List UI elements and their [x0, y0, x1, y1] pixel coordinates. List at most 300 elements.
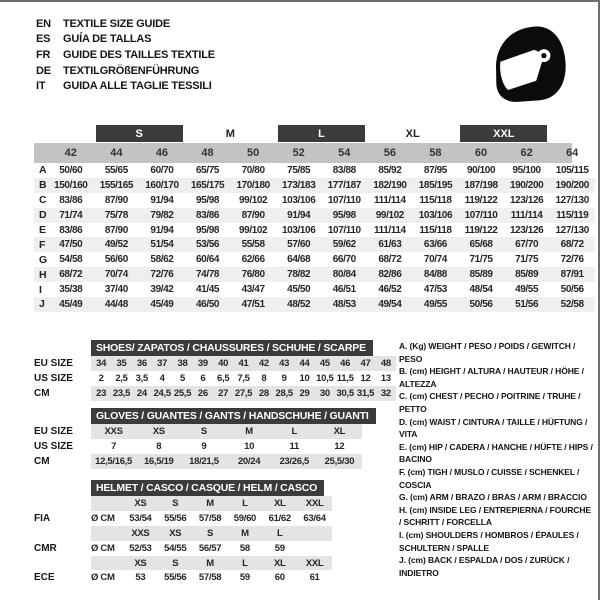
size-value-cell: 185/195 — [418, 179, 453, 191]
size-value-cell: 107/110 — [327, 194, 361, 206]
size-value-cell: 52/53 — [129, 542, 152, 554]
size-value-cell: 50/56 — [469, 298, 493, 310]
size-value-cell: 40 — [218, 358, 229, 369]
size-column-header: L — [276, 527, 283, 539]
size-value-cell: 3,5 — [135, 373, 148, 384]
size-value-cell: 150/160 — [54, 179, 88, 191]
size-value-cell: XXS — [104, 426, 123, 437]
size-value-cell: 55/56 — [164, 572, 187, 584]
size-value-cell: 46 — [340, 358, 351, 369]
size-value-cell: 23,5 — [112, 388, 131, 399]
size-value-cell: 48/53 — [332, 298, 356, 310]
row-label: C — [39, 194, 47, 207]
table-row — [34, 386, 396, 401]
size-value-cell: 38 — [177, 358, 188, 369]
size-value-cell: 59 — [239, 572, 250, 584]
row-cells — [91, 371, 396, 386]
helmet-size-row — [34, 526, 332, 541]
size-value-cell: 34 — [96, 358, 107, 369]
table-row — [34, 178, 595, 193]
unit-spacer — [91, 556, 123, 571]
size-value-cell: 28,5 — [275, 388, 293, 399]
size-value-cell: 75/78 — [104, 209, 128, 221]
size-column-header: 60 — [474, 147, 488, 159]
size-value-cell: 46/51 — [332, 284, 356, 296]
table-row — [34, 193, 595, 208]
size-value-cell: 28 — [258, 388, 269, 399]
row-label: G — [39, 253, 48, 266]
size-value-cell: 95/100 — [512, 164, 541, 176]
size-column-header: S — [207, 527, 214, 539]
size-column-header: 48 — [201, 147, 214, 159]
size-value-cell: 46/50 — [196, 298, 220, 310]
size-value-cell: 35/38 — [59, 284, 83, 296]
size-value-cell: 83/86 — [59, 194, 83, 206]
row-label: CM — [34, 456, 50, 467]
size-column-header: S — [172, 557, 179, 569]
table-row — [34, 252, 595, 267]
size-value-cell: 115/119 — [556, 209, 589, 221]
size-value-cell: 119/122 — [464, 194, 498, 206]
helmet-table-title: HELMET / CASCO / CASQUE / HELM / CASCO — [91, 480, 324, 496]
size-value-cell: 45 — [319, 358, 330, 369]
language-title: GUIDE DES TAILLES TEXTILE — [63, 48, 215, 61]
size-group-cell: M — [225, 127, 235, 140]
size-value-cell: 58 — [239, 542, 250, 554]
size-value-cell: 44 — [299, 358, 310, 369]
size-value-cell: 95/98 — [196, 224, 220, 236]
size-value-cell: 2 — [98, 373, 104, 384]
row-cells — [91, 556, 332, 571]
size-value-cell: 45/49 — [150, 298, 174, 310]
size-value-cell: 6 — [200, 373, 206, 384]
row-label: A — [39, 164, 47, 177]
size-value-cell: 41/45 — [196, 284, 220, 296]
size-value-cell: 70/80 — [241, 164, 265, 176]
size-value-cell: 8 — [156, 441, 162, 452]
size-value-cell: 24,5 — [153, 388, 171, 399]
size-column-header: L — [242, 557, 248, 569]
size-column-header: 62 — [520, 147, 533, 159]
numeric-size-row — [34, 143, 595, 163]
size-group-cell: S — [96, 125, 183, 142]
size-column-header — [297, 526, 332, 541]
size-value-cell: 123/126 — [509, 224, 544, 236]
size-value-cell: 2,5 — [115, 373, 128, 384]
size-value-cell: 54/55 — [164, 542, 187, 554]
language-code: EN — [36, 17, 51, 30]
gloves-table — [34, 406, 369, 469]
size-column-header: XXS — [131, 527, 150, 539]
size-value-cell: 16,5/19 — [143, 456, 174, 467]
size-value-cell: 65/75 — [196, 164, 220, 176]
size-value-cell: 18/21,5 — [189, 456, 219, 467]
row-label: I — [39, 283, 42, 296]
size-value-cell: 173/183 — [282, 179, 316, 191]
size-value-cell: 68/72 — [378, 254, 402, 266]
language-row — [36, 47, 215, 63]
size-value-cell: XS — [152, 426, 165, 437]
helmet-value-row — [34, 511, 332, 526]
size-value-cell: 12,5/16,5 — [95, 456, 133, 467]
size-column-header: 52 — [292, 147, 305, 159]
unit-spacer — [91, 496, 123, 511]
size-value-cell: 84/88 — [423, 269, 447, 281]
standard-label: ECE — [34, 572, 55, 584]
size-value-cell: 95/98 — [332, 209, 356, 221]
size-value-cell: 87/90 — [104, 194, 128, 206]
size-value-cell: 26 — [197, 388, 208, 399]
size-value-cell: 25,5/30 — [324, 456, 355, 467]
size-value-cell: 82/86 — [378, 269, 402, 281]
row-label: EU SIZE — [34, 358, 73, 369]
size-value-cell: 79/82 — [150, 209, 174, 221]
size-value-cell: L — [291, 426, 297, 437]
row-cells — [91, 496, 332, 511]
size-value-cell: 87/91 — [560, 269, 584, 281]
standard-label: FIA — [34, 512, 51, 524]
size-value-cell: 50/60 — [59, 164, 83, 176]
size-value-cell: 60/70 — [150, 164, 174, 176]
helmet-size-row — [34, 496, 332, 511]
size-value-cell: 115/118 — [419, 194, 452, 206]
size-value-cell: 68/72 — [59, 269, 83, 281]
size-value-cell: 37/40 — [104, 284, 128, 296]
row-cells — [91, 526, 332, 541]
size-value-cell: 187/198 — [464, 179, 498, 191]
row-cells — [91, 386, 396, 401]
row-label: US SIZE — [34, 373, 73, 384]
table-row — [34, 282, 595, 297]
size-value-cell: 10,5 — [316, 373, 334, 384]
size-value-cell: 85/89 — [469, 269, 493, 281]
size-value-cell: 83/86 — [59, 224, 83, 236]
size-value-cell: 111/114 — [374, 194, 406, 206]
size-column-header: 64 — [566, 147, 579, 159]
row-cells — [91, 541, 332, 556]
size-column-header: 56 — [383, 147, 396, 159]
size-value-cell: 119/122 — [464, 224, 498, 236]
size-value-cell: 61/62 — [268, 512, 291, 524]
size-value-cell: 71/74 — [59, 209, 83, 221]
size-value-cell: 57/58 — [198, 572, 222, 584]
size-value-cell: 99/102 — [239, 194, 268, 206]
table-row — [34, 371, 396, 386]
size-value-cell: 30 — [319, 388, 330, 399]
size-value-cell: 67/70 — [515, 239, 539, 251]
size-value-cell: 37 — [157, 358, 168, 369]
size-value-cell: 44/48 — [104, 298, 128, 310]
table-row — [34, 237, 595, 252]
helmet-size-row — [34, 556, 332, 571]
row-cells — [91, 454, 362, 469]
table-row — [34, 223, 595, 238]
size-value-cell: 68/72 — [560, 239, 584, 251]
size-value-cell: 55/56 — [164, 512, 187, 524]
size-value-cell: 56/60 — [104, 254, 128, 266]
size-value-cell: 83/86 — [196, 209, 220, 221]
size-value-cell: 155/165 — [99, 179, 134, 191]
language-list — [36, 16, 215, 94]
size-column-header: L — [242, 497, 248, 509]
size-value-cell: 9 — [201, 441, 207, 452]
row-label: CM — [34, 388, 50, 399]
row-label: US SIZE — [34, 441, 73, 452]
language-title: TEXTILE SIZE GUIDE — [63, 17, 171, 30]
standard-label: CMR — [34, 542, 57, 554]
legend-item: B. (cm) HEIGHT / ALTURA / HAUTEUR / HÖHE / ALTEZZA — [399, 366, 584, 389]
size-column-header: 44 — [110, 147, 123, 159]
size-value-cell: 7 — [111, 441, 117, 452]
size-value-cell: 72/76 — [560, 254, 584, 266]
legend-item: H. (cm) INSIDE LEG / ENTREPIERNA / FOURCHE / SCHRITT / FORCELLA — [399, 504, 591, 528]
shoes-table-title: SHOES/ ZAPATOS / CHAUSSURES / SCHUHE / SCARPE — [91, 340, 373, 356]
size-column-header: XL — [273, 557, 286, 569]
size-value-cell: 76/80 — [241, 269, 265, 281]
size-value-cell: 24 — [136, 388, 147, 399]
size-value-cell: 103/106 — [418, 209, 453, 221]
size-value-cell: 52/58 — [560, 298, 584, 310]
size-value-cell: 12 — [334, 441, 345, 452]
size-column-header: 54 — [338, 147, 351, 159]
size-value-cell: 99/102 — [375, 209, 404, 221]
row-label: EU SIZE — [34, 426, 73, 437]
size-value-cell: 99/102 — [239, 224, 268, 236]
size-value-cell: 49/55 — [423, 298, 447, 310]
size-value-cell: 60 — [274, 572, 285, 584]
size-value-cell: 127/130 — [555, 194, 589, 206]
table-row — [34, 163, 595, 178]
row-label — [34, 556, 91, 571]
language-row — [36, 16, 215, 32]
size-value-cell: 57/58 — [198, 512, 222, 524]
size-value-cell: 36 — [136, 358, 147, 369]
size-value-cell: 56/57 — [198, 542, 222, 554]
size-value-cell: 182/190 — [373, 179, 407, 191]
language-title: GUIDA ALLE TAGLIE TESSILI — [63, 80, 212, 93]
size-value-cell: S — [200, 426, 207, 437]
helmet-value-row — [34, 570, 332, 585]
size-value-cell: 23/26,5 — [279, 456, 310, 467]
size-value-cell: 107/110 — [327, 224, 361, 236]
size-value-cell: 39/42 — [150, 284, 174, 296]
legend-item: E. (cm) HIP / CADERA / HANCHE / HÜFTE / HIPS / BACINO — [399, 441, 593, 465]
size-value-cell: 49/54 — [378, 298, 402, 310]
helmet-table — [34, 478, 332, 585]
size-value-cell: 47/51 — [241, 298, 265, 310]
language-row — [36, 32, 215, 48]
size-value-cell: 80/84 — [332, 269, 356, 281]
size-column-header: S — [172, 497, 179, 509]
legend-item: C. (cm) CHEST / PECHO / POITRINE / TRUHE / PETTO — [399, 391, 581, 414]
size-value-cell: 27 — [218, 388, 229, 399]
size-value-cell: 48 — [380, 358, 391, 369]
size-value-cell: 13 — [380, 373, 391, 384]
legend-item: I. (cm) SHOULDERS / HOMBROS / ÉPAULES / SCHULTERN / SPALLE — [399, 529, 579, 553]
size-value-cell: 85/89 — [515, 269, 539, 281]
size-value-cell: 51/54 — [150, 239, 174, 251]
size-value-cell: 48/54 — [469, 284, 493, 296]
size-column-header: XS — [169, 527, 182, 539]
size-value-cell: 51/56 — [515, 298, 539, 310]
measurement-legend — [399, 340, 595, 579]
row-label: D — [39, 209, 47, 222]
size-value-cell: 70/74 — [104, 269, 128, 281]
numeric-row-spacer — [34, 143, 48, 163]
size-value-cell: 90/100 — [466, 164, 496, 176]
size-value-cell: 39 — [197, 358, 208, 369]
size-value-cell: 190/200 — [555, 179, 589, 191]
size-value-cell: 177/187 — [327, 179, 361, 191]
size-value-cell: 43 — [279, 358, 290, 369]
gloves-table-title: GLOVES / GUANTES / GANTS / HANDSCHUHE / GUANTI — [91, 408, 376, 424]
row-cells — [91, 356, 396, 371]
size-value-cell: 103/106 — [282, 224, 316, 236]
size-value-cell: 30,5 — [336, 388, 354, 399]
size-value-cell: M — [245, 426, 253, 437]
size-value-cell: 49/52 — [104, 239, 128, 251]
size-value-cell: 66/70 — [332, 254, 356, 266]
size-value-cell: 70/74 — [423, 254, 447, 266]
size-value-cell: 31,5 — [356, 388, 375, 399]
size-column-header: XL — [273, 497, 286, 509]
language-title: GUÍA DE TALLAS — [63, 33, 152, 46]
size-value-cell: 123/126 — [509, 194, 544, 206]
row-label: E — [39, 224, 47, 236]
size-value-cell: 25,5 — [173, 388, 192, 399]
size-value-cell: 61 — [309, 572, 320, 584]
size-column-header: XXL — [305, 557, 324, 569]
row-label: H — [39, 268, 47, 281]
legend-item: J. (cm) BACK / ESPALDA / DOS / ZURÜCK / INDIETRO — [399, 555, 570, 578]
table-row — [34, 424, 362, 439]
row-label: F — [39, 238, 46, 251]
size-value-cell: 85/92 — [378, 164, 402, 176]
size-value-cell: 11,5 — [336, 373, 354, 384]
size-value-cell: 64/68 — [287, 254, 311, 266]
language-code: FR — [36, 48, 51, 61]
size-value-cell: 5 — [180, 373, 185, 384]
language-code: ES — [36, 33, 51, 46]
size-value-cell: 48/52 — [287, 298, 311, 310]
size-value-cell: 7,5 — [237, 373, 250, 384]
size-column-header: M — [241, 527, 249, 539]
size-value-cell: 78/82 — [287, 269, 311, 281]
size-value-cell: 160/170 — [145, 179, 179, 191]
size-value-cell: 45/50 — [287, 284, 311, 296]
size-value-cell: 170/180 — [236, 179, 270, 191]
size-value-cell: 65/68 — [469, 239, 493, 251]
legend-item: F. (cm) TIGH / MUSLO / CUISSE / SCHENKEL / COSCIA — [399, 466, 580, 490]
legend-item: D. (cm) WAIST / CINTURA / TAILLE / HÜFTUNG / VITA — [399, 416, 588, 440]
table-row — [34, 297, 595, 312]
size-value-cell: 71/75 — [515, 254, 539, 266]
size-value-cell: 59 — [274, 542, 285, 554]
language-code: DE — [36, 64, 51, 77]
size-value-cell: 20/24 — [237, 456, 261, 467]
size-group-cell: XL — [405, 127, 420, 140]
size-value-cell: 91/94 — [150, 194, 174, 206]
size-value-cell: 47/50 — [59, 239, 83, 251]
row-label: J — [39, 298, 45, 311]
size-value-cell: 49/55 — [515, 284, 539, 296]
size-value-cell: 115/118 — [419, 224, 452, 236]
size-value-cell: 53 — [135, 572, 146, 584]
size-value-cell: 32 — [380, 388, 391, 399]
language-code: IT — [36, 80, 46, 93]
size-column-header: XS — [134, 497, 147, 509]
size-value-cell: 83/88 — [332, 164, 356, 176]
size-column-header: 42 — [64, 147, 77, 159]
size-value-cell: 45/49 — [59, 298, 83, 310]
unit-spacer — [91, 526, 123, 541]
legend-item: G. (cm) ARM / BRAZO / BRAS / ARM / BRACCIO — [399, 492, 587, 503]
size-column-header: 50 — [246, 147, 260, 159]
table-row — [34, 356, 396, 371]
diameter-unit-label: Ø CM — [91, 572, 115, 584]
size-value-cell: 23 — [96, 388, 107, 399]
helmet-value-row — [34, 541, 332, 556]
row-label — [34, 526, 91, 541]
size-value-cell: 35 — [116, 358, 127, 369]
size-column-header: 46 — [155, 147, 169, 159]
size-group-cell: L — [278, 125, 365, 142]
size-value-cell: 6,5 — [217, 373, 230, 384]
size-value-cell: 63/64 — [303, 512, 326, 524]
size-value-cell — [297, 541, 332, 556]
racing-helmet-icon — [483, 17, 575, 111]
size-value-cell: 12 — [360, 373, 371, 384]
row-cells — [91, 439, 362, 454]
size-value-cell: 91/94 — [287, 209, 311, 221]
size-value-cell: 59/60 — [233, 512, 257, 524]
size-value-cell: 95/98 — [196, 194, 220, 206]
size-value-cell: 50/56 — [560, 284, 584, 296]
size-value-cell: 10 — [299, 373, 310, 384]
size-value-cell: 62/66 — [241, 254, 265, 266]
table-row — [34, 439, 362, 454]
language-row — [36, 63, 215, 79]
size-value-cell: 87/90 — [104, 224, 128, 236]
size-value-cell: 46/52 — [378, 284, 402, 296]
size-value-cell: 111/114 — [374, 224, 406, 236]
row-label — [34, 496, 91, 511]
size-value-cell: 127/130 — [555, 224, 589, 236]
shoes-table — [34, 338, 396, 401]
size-value-cell: 8 — [261, 373, 267, 384]
size-value-cell: 53/54 — [129, 512, 152, 524]
row-label: B — [39, 179, 47, 192]
size-column-header: XXL — [305, 497, 324, 509]
size-value-cell: 55/58 — [241, 239, 265, 251]
size-value-cell: 60/64 — [196, 254, 220, 266]
size-value-cell: 42 — [258, 358, 269, 369]
size-value-cell: 47 — [360, 358, 371, 369]
size-value-cell: 53/56 — [196, 239, 220, 251]
size-value-cell: 10 — [244, 441, 255, 452]
diameter-unit-label: Ø CM — [91, 512, 115, 524]
textile-size-table — [34, 125, 595, 312]
size-group-cell: XXL — [460, 125, 547, 142]
size-value-cell: 91/94 — [150, 224, 174, 236]
language-row — [36, 78, 215, 94]
size-value-cell: 43/47 — [241, 284, 265, 296]
size-column-header: M — [206, 557, 214, 569]
size-value-cell: 72/76 — [150, 269, 174, 281]
diameter-unit-label: Ø CM — [91, 542, 115, 554]
size-value-cell: 103/106 — [282, 194, 316, 206]
size-value-cell: 87/95 — [423, 164, 447, 176]
